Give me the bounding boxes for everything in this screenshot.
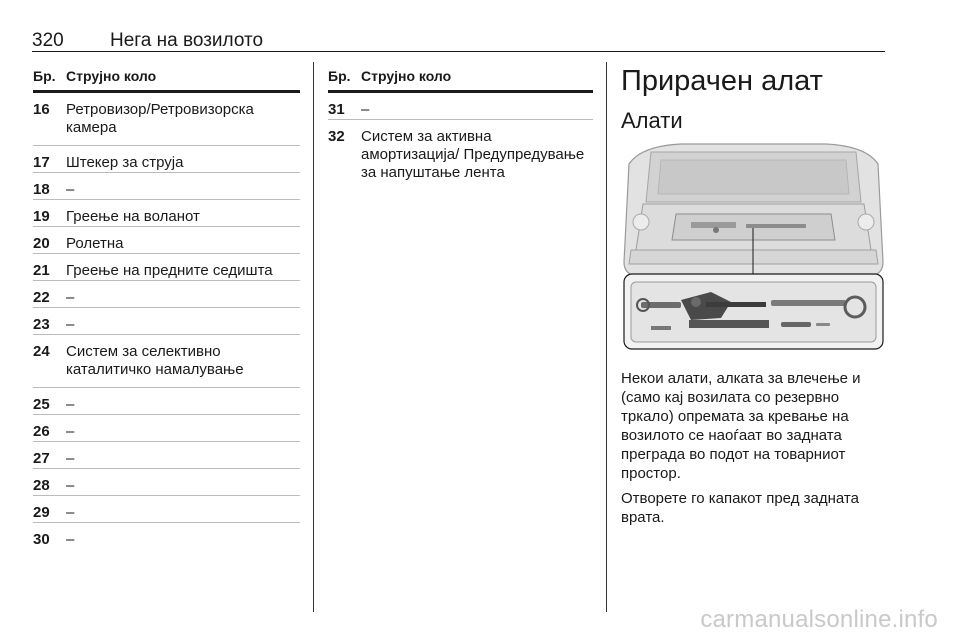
fuse-number: 30 [33,531,50,548]
fuse-number: 16 [33,101,50,118]
circuit-name: – [66,396,75,413]
column-divider [313,62,314,612]
table-row [33,200,300,227]
tools-location-text: Некои алати, алката за влечење и (само кај возилата со резервно тркало) опремата за кревање на возилото се наоѓаат во задната преграда во подот на товарниот простор. [621,370,861,482]
column-divider [606,62,607,612]
page-header [32,30,885,52]
fuse-number: 22 [33,289,50,306]
circuit-name: – [66,531,75,548]
circuit-name: – [66,450,75,467]
header-circuit: Струјно коло [361,68,452,84]
table-row [33,415,300,442]
circuit-name: Систем за селективно каталитичко намалување [66,343,244,378]
circuit-name: Штекер за струја [66,154,184,171]
table-row [33,442,300,469]
fuse-number: 23 [33,316,50,333]
circuit-name: – [66,316,75,333]
table-row [33,388,300,415]
circuit-name: Греење на предните седишта [66,262,273,279]
table-row [33,335,300,388]
table-row [33,496,300,523]
table-row [33,173,300,200]
header-circuit: Струјно коло [66,68,157,84]
fuse-number: 25 [33,396,50,413]
section-subtitle: Алати [621,108,683,133]
circuit-name: – [66,504,75,521]
table-row [328,120,593,210]
table-row [33,146,300,173]
header-no: Бр. [328,68,351,84]
page-number: 320 [32,30,64,51]
open-cover-text: Отворете го капакот пред задната врата. [621,490,859,526]
fuse-table-1 [33,62,300,550]
fuse-number: 17 [33,154,50,171]
fuse-number: 21 [33,262,50,279]
table-header [33,62,300,93]
header-rule [32,51,885,52]
circuit-name: – [66,477,75,494]
chapter-title: Нега на возилото [110,30,264,51]
fuse-number: 20 [33,235,50,252]
table-row [33,523,300,550]
table-row [33,308,300,335]
fuse-number: 29 [33,504,50,521]
fuse-number: 27 [33,450,50,467]
circuit-name: – [361,101,370,118]
fuse-number: 31 [328,101,345,118]
fuse-number: 28 [33,477,50,494]
header-no: Бр. [33,68,56,84]
table-header [328,62,593,93]
tools-illustration [621,142,886,352]
table-row [33,227,300,254]
table-row [33,469,300,496]
watermark: carmanualsonline.info [700,606,938,633]
circuit-name: – [66,289,75,306]
circuit-name: Систем за активна амортизација/ Предупредување за напуштање лента [361,128,585,181]
section-title: Прирачен алат [621,65,823,97]
table-row [33,254,300,281]
circuit-name: – [66,181,75,198]
circuit-name: Греење на воланот [66,208,200,225]
circuit-name: Ретровизор/Ретровизорска камера [66,101,254,136]
fuse-number: 32 [328,128,345,145]
circuit-name: – [66,423,75,440]
table-row [33,281,300,308]
tools-section [621,62,886,527]
fuse-table-2 [328,62,593,210]
fuse-number: 26 [33,423,50,440]
table-row [33,93,300,146]
fuse-number: 18 [33,181,50,198]
fuse-number: 19 [33,208,50,225]
circuit-name: Ролетна [66,235,124,252]
fuse-number: 24 [33,343,50,360]
table-row [328,93,593,120]
